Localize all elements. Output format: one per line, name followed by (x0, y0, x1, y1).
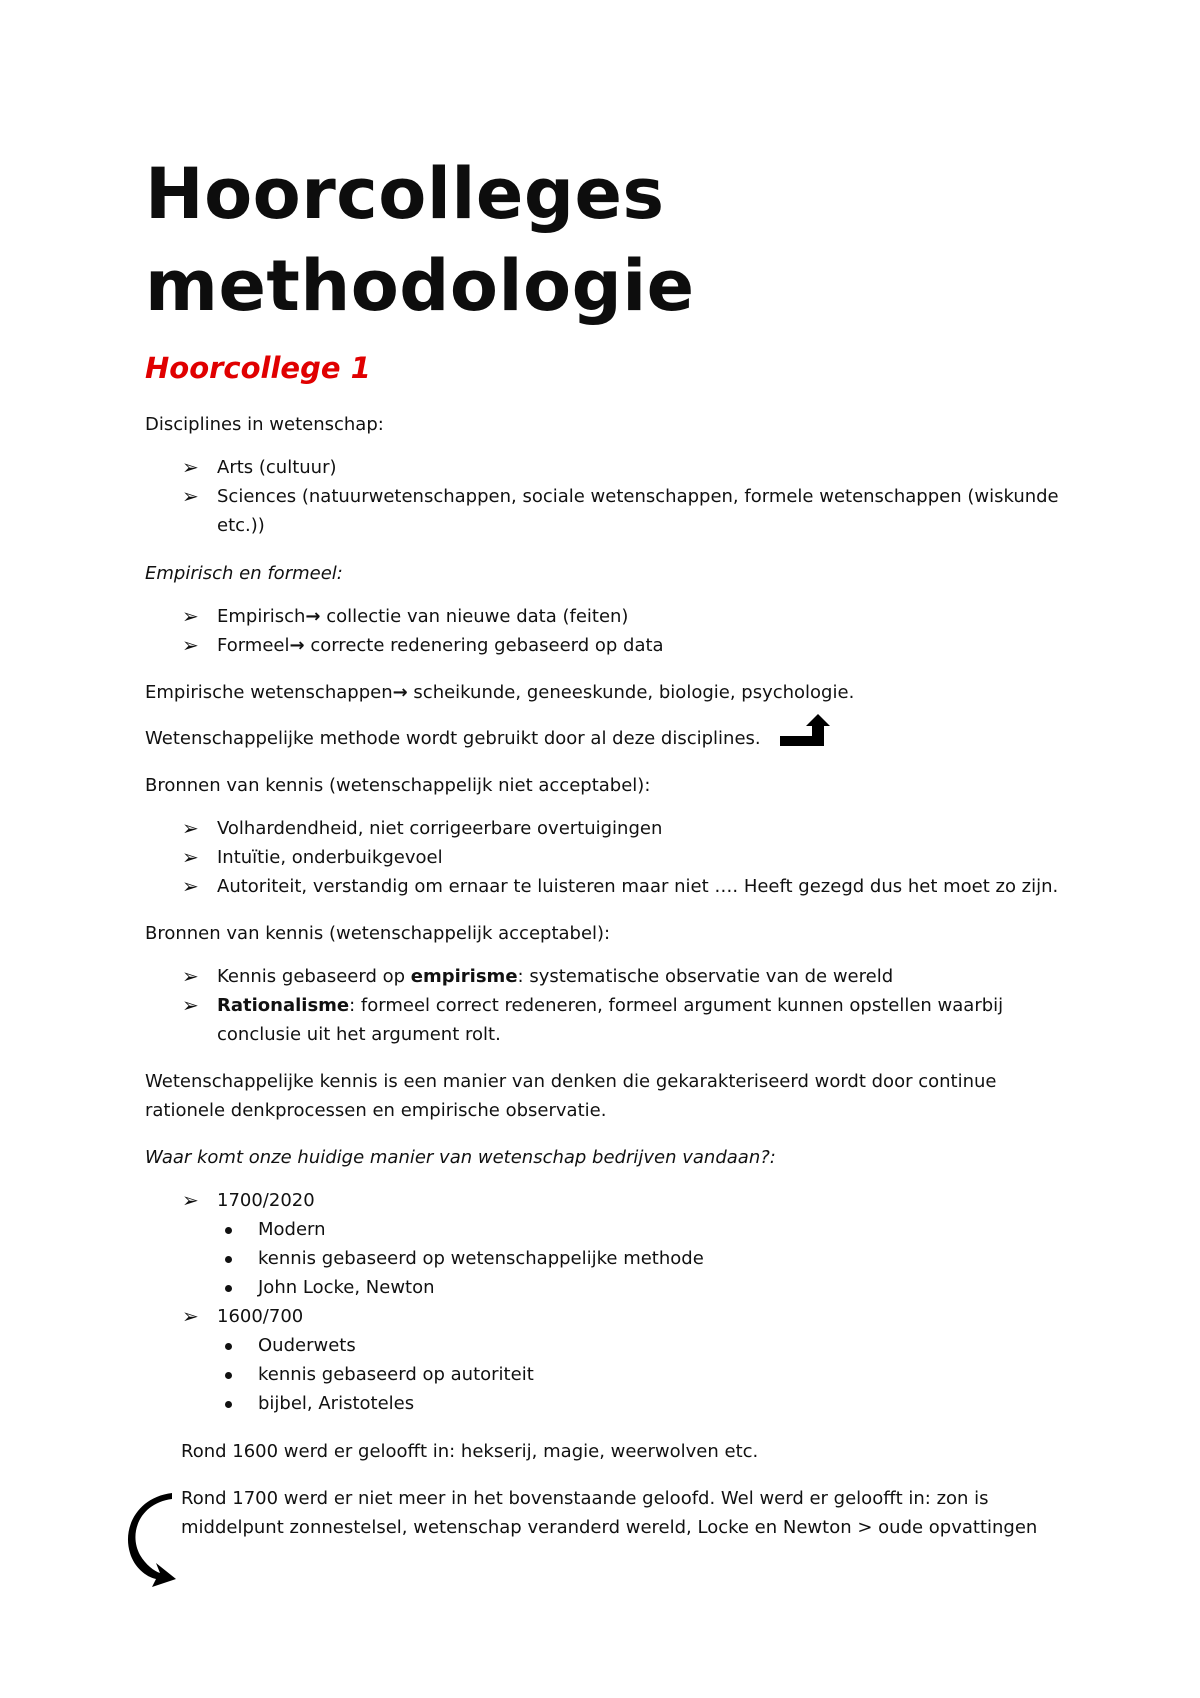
period-heading: 1700/2020 (217, 1190, 315, 1211)
description: collectie van nieuwe data (feiten) (320, 606, 629, 627)
list-item: Arts (cultuur) (217, 457, 337, 478)
term: Empirisch (217, 606, 306, 627)
term: Formeel (217, 635, 290, 656)
document-title (145, 148, 695, 332)
bullet-dot (225, 1285, 232, 1292)
list-item: Volhardendheid, niet corrigeerbare overtuigingen (217, 818, 663, 839)
methode-line: Wetenschappelijke methode wordt gebruikt door al deze disciplines. (145, 728, 761, 749)
list-item-continuation: etc.)) (217, 515, 265, 536)
bold-term: Rationalisme (217, 995, 350, 1016)
text: : systematische observatie van de wereld (517, 966, 894, 987)
sublist-item: kennis gebaseerd op autoriteit (258, 1364, 534, 1385)
list-item: Autoriteit, verstandig om ernaar te luisteren maar niet …. Heeft gezegd dus het moet zo zijn. (217, 876, 1059, 897)
empirisch-label: Empirisch en formeel: (145, 563, 343, 584)
bullet-dot (225, 1256, 232, 1263)
text: : formeel correct redeneren, formeel argument kunnen opstellen waarbij (349, 995, 1004, 1016)
arrow-icon: → (305, 606, 321, 627)
title-line-1: Hoorcolleges (145, 153, 665, 235)
bold-term: empirisme (410, 966, 518, 987)
turn-up-arrow-icon (778, 712, 832, 750)
arrow-icon: → (392, 682, 408, 703)
title-line-2: methodologie (145, 245, 695, 327)
bullet-dot (225, 1372, 232, 1379)
empirische-line (145, 681, 854, 705)
paragraph-line: Rond 1700 werd er niet meer in het bovenstaande geloofd. Wel werd er geloofft in: zon is (181, 1488, 989, 1509)
bullet-marker: ➢ (182, 604, 199, 628)
bullet-dot (225, 1227, 232, 1234)
period-heading: 1600/700 (217, 1306, 304, 1327)
bronnen-niet-label: Bronnen van kennis (wetenschappelijk niet acceptabel): (145, 775, 651, 796)
sublist-item: Modern (258, 1219, 326, 1240)
paragraph-line: rationele denkprocessen en empirische observatie. (145, 1100, 607, 1121)
bullet-marker: ➢ (182, 484, 199, 508)
description: correcte redenering gebaseerd op data (304, 635, 664, 656)
list-item (217, 605, 628, 629)
bullet-marker: ➢ (182, 993, 199, 1017)
bronnen-wel-label: Bronnen van kennis (wetenschappelijk acceptabel): (145, 923, 611, 944)
waar-label: Waar komt onze huidige manier van wetenschap bedrijven vandaan?: (145, 1147, 776, 1168)
list-item (217, 965, 893, 989)
list-item (217, 634, 664, 658)
term: Empirische wetenschappen (145, 682, 393, 703)
paragraph-line: Wetenschappelijke kennis is een manier van denken die gekarakteriseerd wordt door continue (145, 1071, 997, 1092)
bullet-marker: ➢ (182, 633, 199, 657)
list-item (217, 994, 1003, 1018)
section-heading: Hoorcollege 1 (145, 351, 371, 385)
sublist-item: John Locke, Newton (258, 1277, 435, 1298)
sublist-item: kennis gebaseerd op wetenschappelijke methode (258, 1248, 704, 1269)
list-item: Intuïtie, onderbuikgevoel (217, 847, 443, 868)
bullet-dot (225, 1343, 232, 1350)
sublist-item: Ouderwets (258, 1335, 356, 1356)
list-item: Sciences (natuurwetenschappen, sociale wetenschappen, formele wetenschappen (wiskunde (217, 486, 1059, 507)
description: scheikunde, geneeskunde, biologie, psychologie. (407, 682, 855, 703)
disciplines-label: Disciplines in wetenschap: (145, 414, 384, 435)
text: Kennis gebaseerd op (217, 966, 411, 987)
paragraph-line: Rond 1600 werd er geloofft in: hekserij, magie, weerwolven etc. (181, 1441, 759, 1462)
bullet-marker: ➢ (182, 816, 199, 840)
bullet-marker: ➢ (182, 964, 199, 988)
bullet-marker: ➢ (182, 845, 199, 869)
bullet-marker: ➢ (182, 455, 199, 479)
sublist-item: bijbel, Aristoteles (258, 1393, 415, 1414)
bullet-marker: ➢ (182, 1188, 199, 1212)
curved-arrow-icon (126, 1493, 182, 1589)
bullet-marker: ➢ (182, 874, 199, 898)
bullet-marker: ➢ (182, 1304, 199, 1328)
arrow-icon: → (289, 635, 305, 656)
bullet-dot (225, 1401, 232, 1408)
paragraph-line: middelpunt zonnestelsel, wetenschap veranderd wereld, Locke en Newton > oude opvattingen (181, 1517, 1038, 1538)
list-item-continuation: conclusie uit het argument rolt. (217, 1024, 501, 1045)
